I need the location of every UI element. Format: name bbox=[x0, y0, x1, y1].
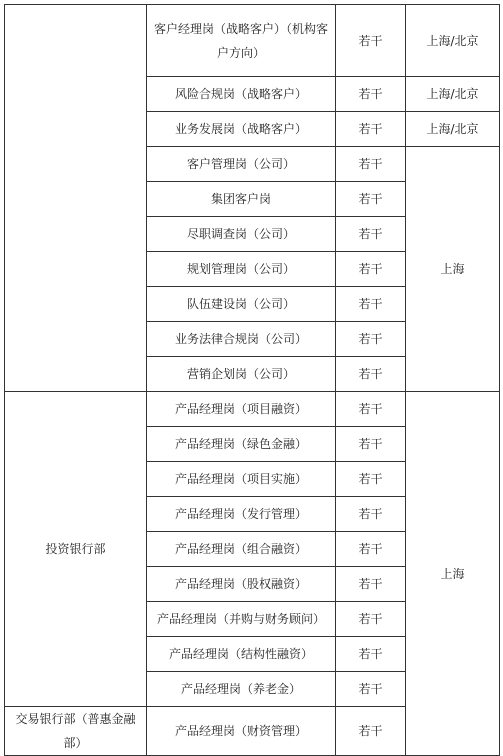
headcount-cell: 若干 bbox=[336, 322, 406, 357]
position-cell: 队伍建设岗（公司） bbox=[147, 287, 336, 322]
position-cell: 集团客户岗 bbox=[147, 182, 336, 217]
position-cell: 产品经理岗（发行管理） bbox=[147, 497, 336, 532]
headcount-cell: 若干 bbox=[336, 462, 406, 497]
headcount-cell: 若干 bbox=[336, 77, 406, 112]
department-cell: 投资银行部 bbox=[5, 392, 147, 707]
table-row bbox=[5, 5, 500, 77]
headcount-cell: 若干 bbox=[336, 707, 406, 756]
location-cell: 上海 bbox=[406, 392, 500, 756]
headcount-cell: 若干 bbox=[336, 252, 406, 287]
position-cell: 规划管理岗（公司） bbox=[147, 252, 336, 287]
headcount-cell: 若干 bbox=[336, 672, 406, 707]
position-cell: 营销企划岗（公司） bbox=[147, 357, 336, 392]
recruitment-table bbox=[4, 4, 500, 756]
position-cell: 产品经理岗（项目实施） bbox=[147, 462, 336, 497]
headcount-cell: 若干 bbox=[336, 182, 406, 217]
department-cell: 交易银行部（普惠金融部） bbox=[5, 707, 147, 756]
position-cell: 尽职调查岗（公司） bbox=[147, 217, 336, 252]
position-cell: 产品经理岗（结构性融资） bbox=[147, 637, 336, 672]
location-cell: 上海/北京 bbox=[406, 5, 500, 77]
position-cell: 产品经理岗（项目融资） bbox=[147, 392, 336, 427]
location-cell: 上海/北京 bbox=[406, 77, 500, 112]
position-cell: 业务发展岗（战略客户） bbox=[147, 112, 336, 147]
headcount-cell: 若干 bbox=[336, 602, 406, 637]
position-cell: 产品经理岗（养老金） bbox=[147, 672, 336, 707]
headcount-cell: 若干 bbox=[336, 637, 406, 672]
headcount-cell: 若干 bbox=[336, 217, 406, 252]
position-cell: 产品经理岗（绿色金融） bbox=[147, 427, 336, 462]
location-cell: 上海/北京 bbox=[406, 112, 500, 147]
position-cell: 风险合规岗（战略客户） bbox=[147, 77, 336, 112]
headcount-cell: 若干 bbox=[336, 392, 406, 427]
position-cell: 产品经理岗（组合融资） bbox=[147, 532, 336, 567]
headcount-cell: 若干 bbox=[336, 532, 406, 567]
headcount-cell: 若干 bbox=[336, 357, 406, 392]
position-cell: 产品经理岗（并购与财务顾问） bbox=[147, 602, 336, 637]
headcount-cell: 若干 bbox=[336, 567, 406, 602]
headcount-cell: 若干 bbox=[336, 112, 406, 147]
position-cell: 客户管理岗（公司） bbox=[147, 147, 336, 182]
location-cell: 上海 bbox=[406, 147, 500, 392]
position-cell: 产品经理岗（股权融资） bbox=[147, 567, 336, 602]
headcount-cell: 若干 bbox=[336, 147, 406, 182]
position-cell: 客户经理岗（战略客户）（机构客户方向） bbox=[147, 5, 336, 77]
department-cell bbox=[5, 5, 147, 392]
position-cell: 产品经理岗（财资管理） bbox=[147, 707, 336, 756]
headcount-cell: 若干 bbox=[336, 287, 406, 322]
headcount-cell: 若干 bbox=[336, 497, 406, 532]
position-cell: 业务法律合规岗（公司） bbox=[147, 322, 336, 357]
headcount-cell: 若干 bbox=[336, 427, 406, 462]
headcount-cell: 若干 bbox=[336, 5, 406, 77]
table-row bbox=[5, 392, 500, 427]
